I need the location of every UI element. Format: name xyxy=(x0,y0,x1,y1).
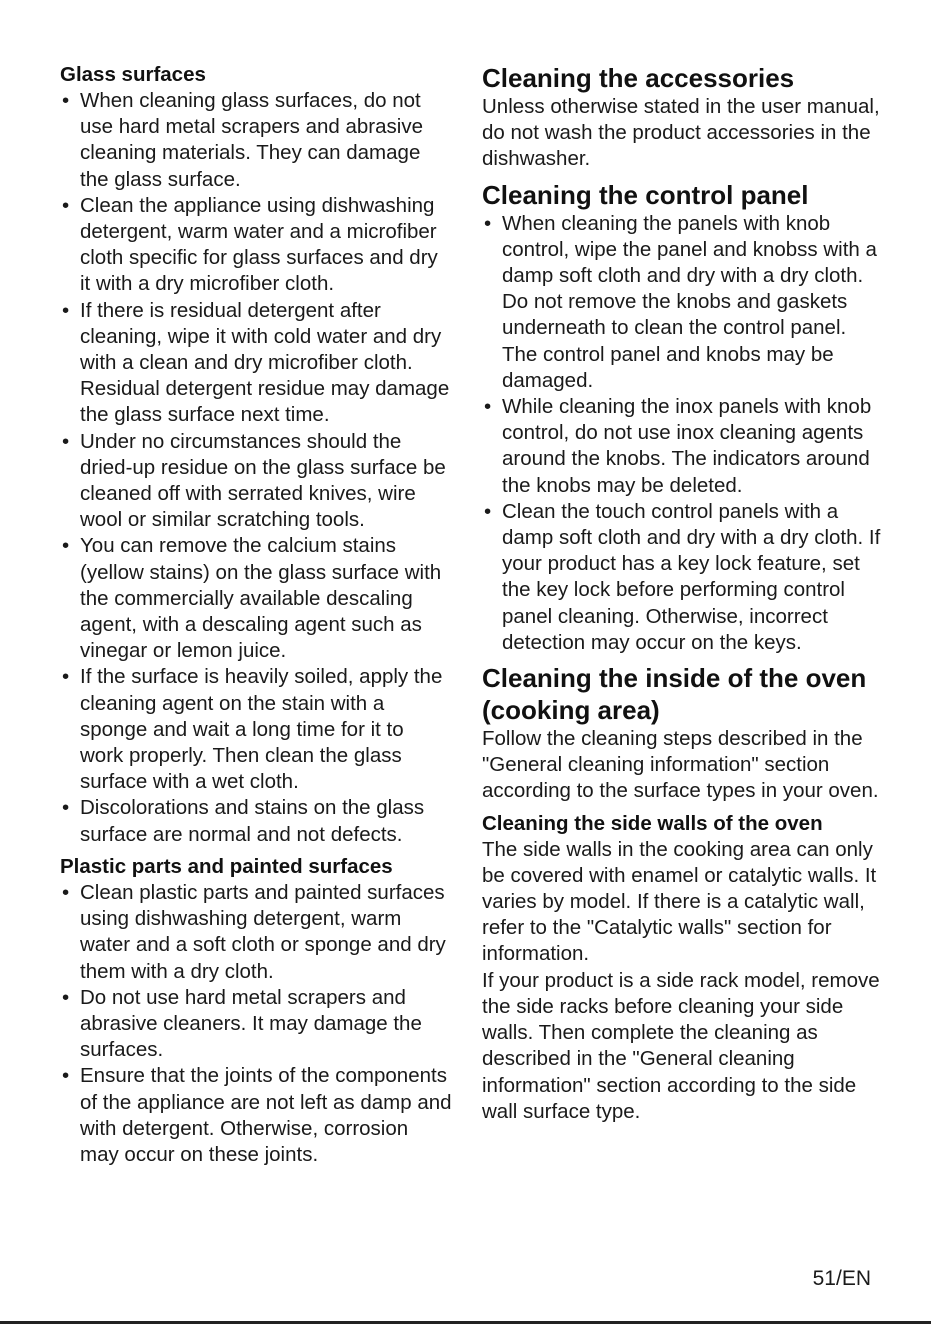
list-item-text: If there is residual detergent after cleaning, wipe it with cold water and dry with a clean and dry microfiber cloth. Residual detergent residue may damage the glass surface next time. xyxy=(80,298,450,427)
left-column xyxy=(60,62,452,1168)
page-number: 51/EN xyxy=(812,1267,871,1290)
side-walls-text: If your product is a side rack model, remove the side racks before cleaning your side walls. Then complete the cleaning as described in the "General cleaning information" section according to the side wall surface type. xyxy=(482,968,880,1123)
list-item xyxy=(482,394,882,499)
bullet-icon: • xyxy=(62,880,70,904)
list-item-text: You can remove the calcium stains (yellow stains) on the glass surface with the commercially available descaling agent, with a descaling agent such as vinegar or lemon juice. xyxy=(80,534,442,663)
bullet-icon: • xyxy=(62,665,70,689)
side-walls-heading: Cleaning the side walls of the oven xyxy=(482,811,823,835)
control-panel-list xyxy=(482,211,882,656)
inside-oven-text: Follow the cleaning steps described in the "General cleaning information" section according to the surface types in your oven. xyxy=(482,727,879,803)
inside-oven-heading: Cleaning the inside of the oven (cooking area) xyxy=(482,663,867,726)
bullet-icon: • xyxy=(62,1064,70,1088)
list-item xyxy=(60,298,452,429)
list-item-text: Clean the touch control panels with a damp soft cloth and dry with a dry cloth. If your product has a key lock feature, set the key lock before performing control panel cleaning. Otherwise, incorrect detection may occur on the keys. xyxy=(502,499,881,654)
accessories-heading: Cleaning the accessories xyxy=(482,63,795,93)
list-item-text: Do not use hard metal scrapers and abrasive cleaners. It may damage the surfaces. xyxy=(80,985,422,1062)
control-panel-heading: Cleaning the control panel xyxy=(482,179,809,210)
glass-surfaces-list xyxy=(60,88,452,848)
bullet-icon: • xyxy=(484,211,492,235)
side-walls-text: The side walls in the cooking area can only be covered with enamel or catalytic walls. It varies by model. If there is a catalytic wall, refer to the "Catalytic walls" section for information. xyxy=(482,837,877,966)
list-item xyxy=(60,88,452,193)
bullet-icon: • xyxy=(62,193,70,217)
list-item-text: Ensure that the joints of the components of the appliance are not left as damp and with detergent. Otherwise, corrosion may occur on these joints. xyxy=(80,1064,452,1166)
plastic-parts-heading: Plastic parts and painted surfaces xyxy=(60,854,393,878)
list-item-text: When cleaning the panels with knob control, wipe the panel and knobss with a damp soft cloth and dry with a dry cloth. Do not remove the knobs and gaskets underneath to clean the control panel. The control panel and knobs may be damaged. xyxy=(502,211,877,392)
list-item xyxy=(482,499,882,656)
bullet-icon: • xyxy=(62,534,70,558)
bullet-icon: • xyxy=(62,429,70,453)
list-item-text: Under no circumstances should the dried-up residue on the glass surface be cleaned off with serrated knives, wire wool or similar scratching tools. xyxy=(80,429,446,532)
list-item xyxy=(482,211,882,394)
list-item-text: While cleaning the inox panels with knob control, do not use inox cleaning agents around the knobs. The indicators around the knobs may be deleted. xyxy=(502,395,872,497)
list-item xyxy=(60,193,452,298)
list-item xyxy=(60,880,452,985)
accessories-text: Unless otherwise stated in the user manual, do not wash the product accessories in the dishwasher. xyxy=(482,95,880,171)
list-item xyxy=(60,533,452,664)
list-item-text: If the surface is heavily soiled, apply the cleaning agent on the stain with a sponge and wait a long time for it to work properly. Then clean the glass surface with a wet cloth. xyxy=(80,665,443,794)
list-item xyxy=(60,795,452,847)
list-item xyxy=(60,429,452,534)
bullet-icon: • xyxy=(62,985,70,1009)
glass-surfaces-heading: Glass surfaces xyxy=(60,63,206,86)
bullet-icon: • xyxy=(484,499,492,523)
bullet-icon: • xyxy=(62,796,70,820)
list-item xyxy=(60,1063,452,1168)
list-item-text: Discolorations and stains on the glass surface are normal and not defects. xyxy=(80,796,425,846)
plastic-parts-list xyxy=(60,880,452,1168)
list-item-text: Clean plastic parts and painted surfaces using dishwashing detergent, warm water and a soft cloth or sponge and dry them with a dry cloth. xyxy=(80,880,446,983)
list-item xyxy=(60,985,452,1064)
right-column xyxy=(482,62,882,1125)
list-item-text: When cleaning glass surfaces, do not use hard metal scrapers and abrasive cleaning materials. They can damage the glass surface. xyxy=(80,89,423,191)
list-item xyxy=(60,664,452,795)
list-item-text: Clean the appliance using dishwashing detergent, warm water and a microfiber cloth specific for glass surfaces and dry it with a dry microfiber cloth. xyxy=(80,193,438,296)
bullet-icon: • xyxy=(484,395,492,419)
bullet-icon: • xyxy=(62,298,70,322)
bullet-icon: • xyxy=(62,89,70,112)
